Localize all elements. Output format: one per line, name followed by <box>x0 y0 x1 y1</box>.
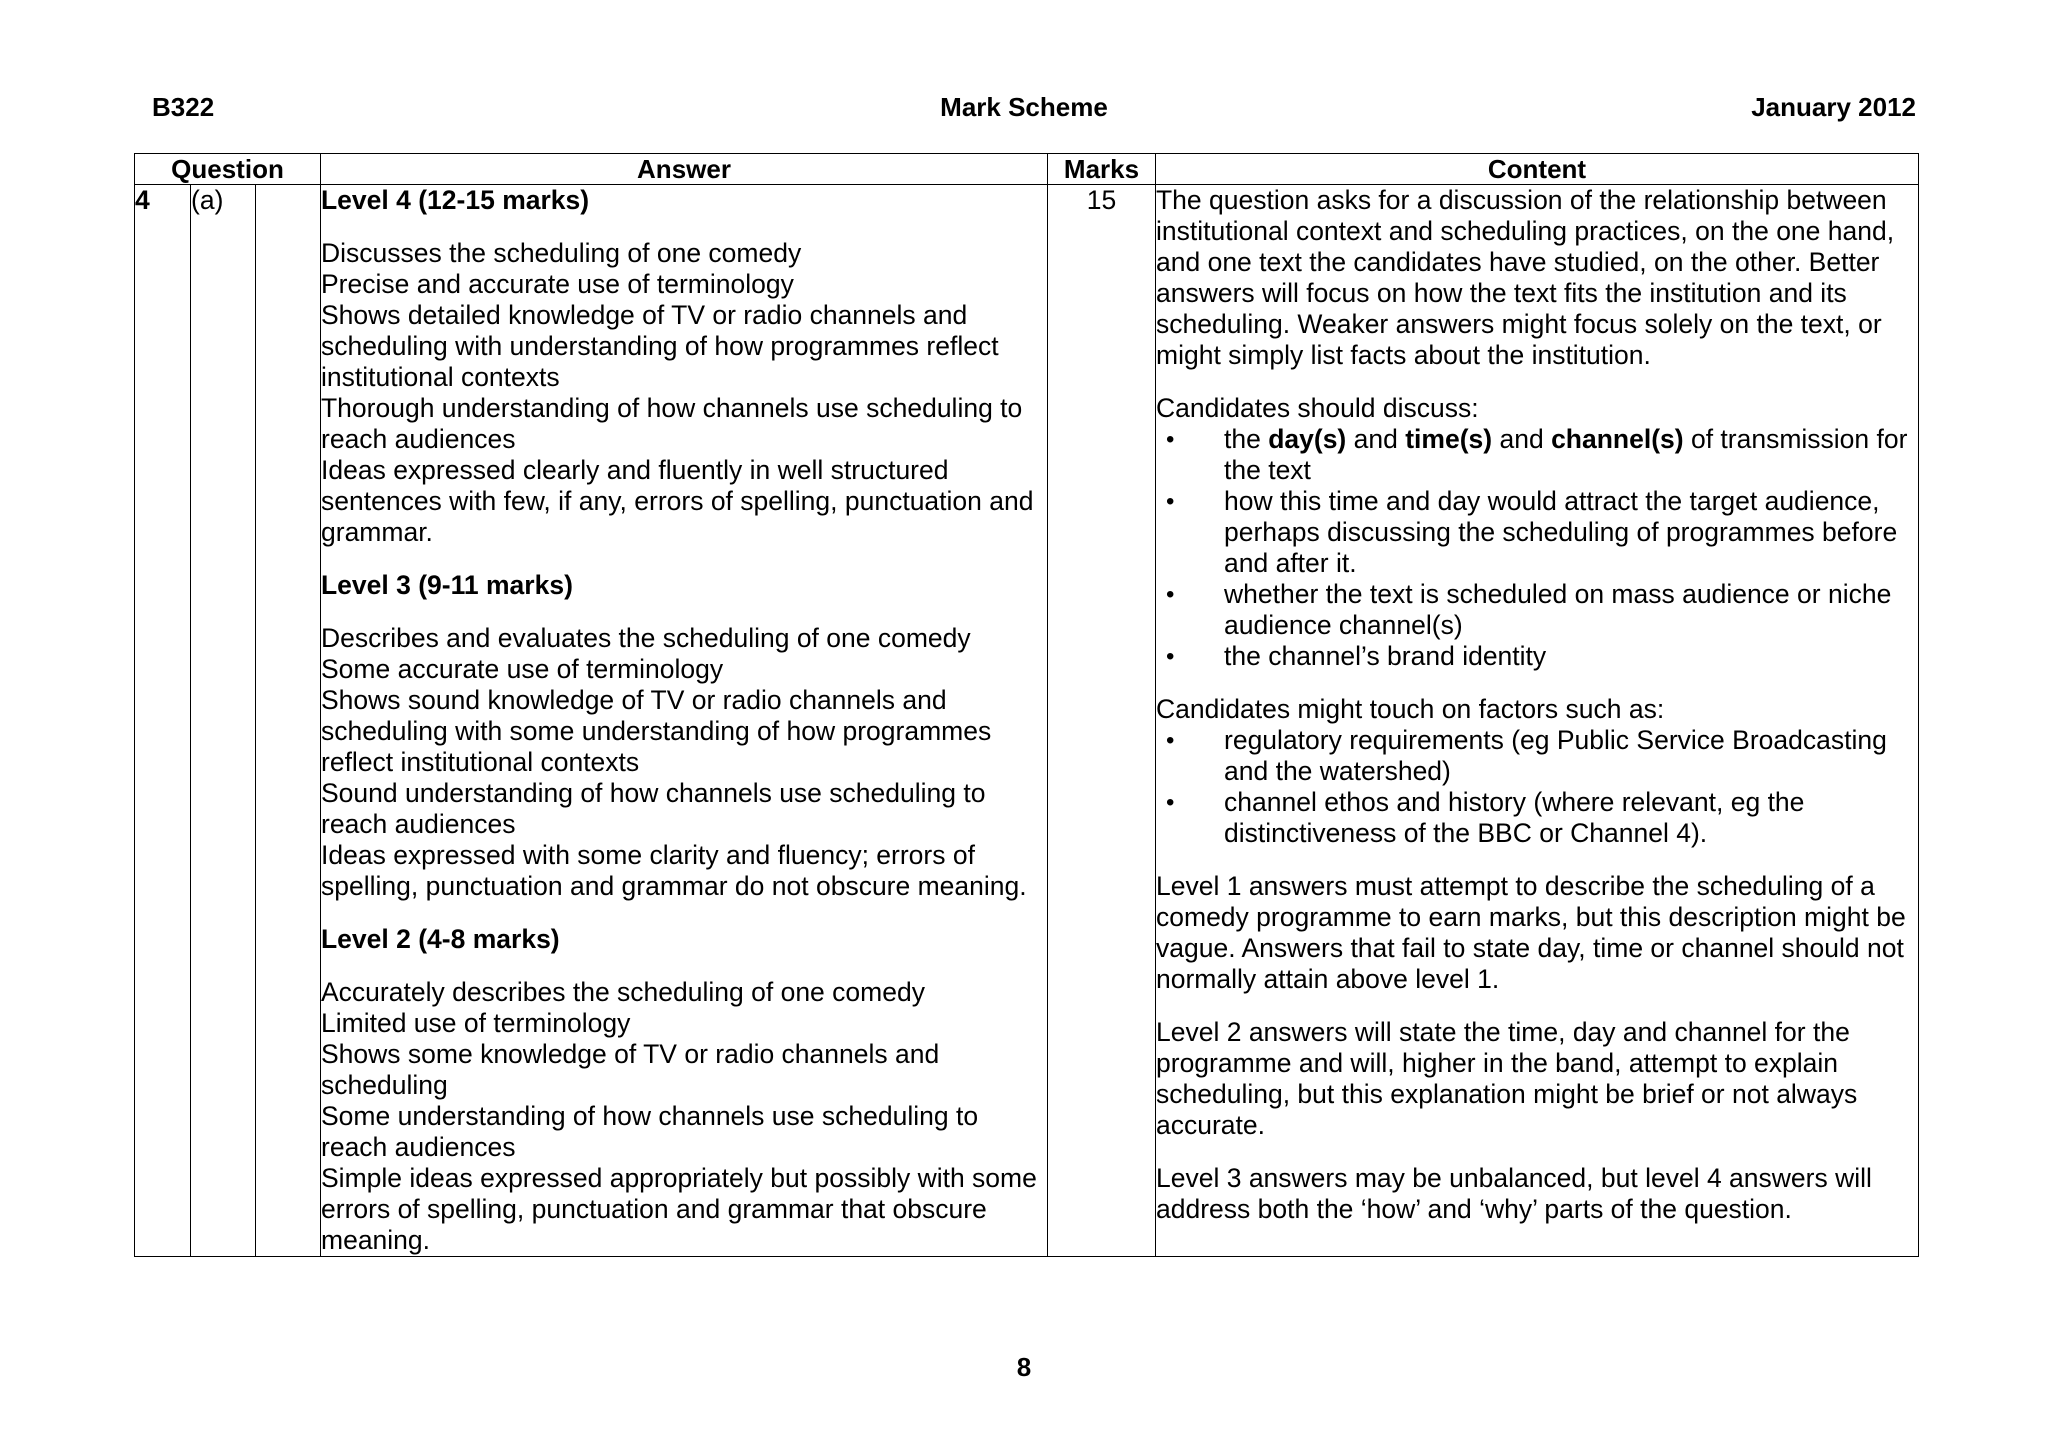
descriptor-line: Some accurate use of terminology <box>321 654 724 684</box>
mark-scheme-table <box>134 153 1919 1257</box>
answer-cell <box>321 185 1048 1257</box>
discuss-list <box>1156 424 1918 672</box>
question-header: Question <box>135 154 321 185</box>
descriptor-line: Describes and evaluates the scheduling of one comedy <box>321 623 971 653</box>
descriptor-line: Limited use of terminology <box>321 1008 631 1038</box>
page-title: Mark Scheme <box>940 92 1108 122</box>
table-row <box>135 185 1919 1257</box>
descriptor-line: Ideas expressed clearly and fluently in well structured sentences with few, if any, errors of spelling, punctuation and grammar. <box>321 455 1034 547</box>
table-header-row <box>135 154 1919 185</box>
level-4-descriptors <box>321 238 1047 548</box>
descriptor-line: Shows sound knowledge of TV or radio channels and scheduling with some understanding of how programmes reflect institutional contexts <box>321 685 992 777</box>
answer-header: Answer <box>321 154 1048 185</box>
descriptor-line: Shows detailed knowledge of TV or radio channels and scheduling with understanding of how programmes reflect institutional contexts <box>321 300 999 392</box>
marks-header: Marks <box>1048 154 1156 185</box>
content-cell <box>1156 185 1919 1257</box>
level-2-descriptors <box>321 977 1047 1256</box>
paper-code: B322 <box>152 92 215 122</box>
level-2-guidance: Level 2 answers will state the time, day and channel for the programme and will, higher in the band, attempt to explain scheduling, but this explanation might be brief or not always accurate. <box>1156 1017 1858 1140</box>
page-number: 8 <box>1016 1352 1032 1382</box>
descriptor-line: Shows some knowledge of TV or radio channels and scheduling <box>321 1039 940 1100</box>
list-item: • channel ethos and history (where relevant, eg the distinctiveness of the BBC or Channel 4). <box>1156 787 1918 849</box>
content-header: Content <box>1156 154 1919 185</box>
list-item: • the channel’s brand identity <box>1156 641 1918 672</box>
descriptor-line: Thorough understanding of how channels use scheduling to reach audiences <box>321 393 1023 454</box>
question-number: 4 <box>135 185 191 1257</box>
factors-list <box>1156 725 1918 849</box>
level-2-heading: Level 2 (4-8 marks) <box>321 924 560 954</box>
descriptor-line: Accurately describes the scheduling of one comedy <box>321 977 925 1007</box>
discuss-heading: Candidates should discuss: <box>1156 393 1479 423</box>
list-item: • how this time and day would attract the target audience, perhaps discussing the scheduling of programmes before and after it. <box>1156 486 1918 579</box>
level-1-guidance: Level 1 answers must attempt to describe the scheduling of a comedy programme to earn marks, but this description might be vague. Answers that fail to state day, time or channel should not normally attain above level 1. <box>1156 871 1906 994</box>
question-part: (a) <box>191 185 256 1257</box>
level-3-heading: Level 3 (9-11 marks) <box>321 570 573 600</box>
descriptor-line: Ideas expressed with some clarity and fluency; errors of spelling, punctuation and grammar do not obscure meaning. <box>321 840 1027 901</box>
list-item: • the day(s) and time(s) and channel(s) of transmission for the text <box>1156 424 1918 486</box>
list-item: • regulatory requirements (eg Public Service Broadcasting and the watershed) <box>1156 725 1918 787</box>
content-intro: The question asks for a discussion of the relationship between institutional context and scheduling practices, on the one hand, and one text the candidates have studied, on the other. Better answers will focus on how the text fits the institution and its scheduling. Weaker answers might focus solely on the text, or might simply list facts about the institution. <box>1156 185 1895 370</box>
list-item: • whether the text is scheduled on mass audience or niche audience channel(s) <box>1156 579 1918 641</box>
level-3-guidance: Level 3 answers may be unbalanced, but level 4 answers will address both the ‘how’ and ‘why’ parts of the question. <box>1156 1163 1872 1224</box>
descriptor-line: Sound understanding of how channels use scheduling to reach audiences <box>321 778 986 839</box>
descriptor-line: Precise and accurate use of terminology <box>321 269 794 299</box>
factors-heading: Candidates might touch on factors such as: <box>1156 694 1665 724</box>
question-subpart <box>256 185 321 1257</box>
level-4-heading: Level 4 (12-15 marks) <box>321 185 590 215</box>
exam-date: January 2012 <box>1751 92 1916 122</box>
descriptor-line: Some understanding of how channels use scheduling to reach audiences <box>321 1101 979 1162</box>
descriptor-line: Simple ideas expressed appropriately but possibly with some errors of spelling, punctuation and grammar that obscure meaning. <box>321 1163 1037 1255</box>
descriptor-line: Discusses the scheduling of one comedy <box>321 238 802 268</box>
level-3-descriptors <box>321 623 1047 902</box>
marks-value: 15 <box>1048 185 1156 1257</box>
